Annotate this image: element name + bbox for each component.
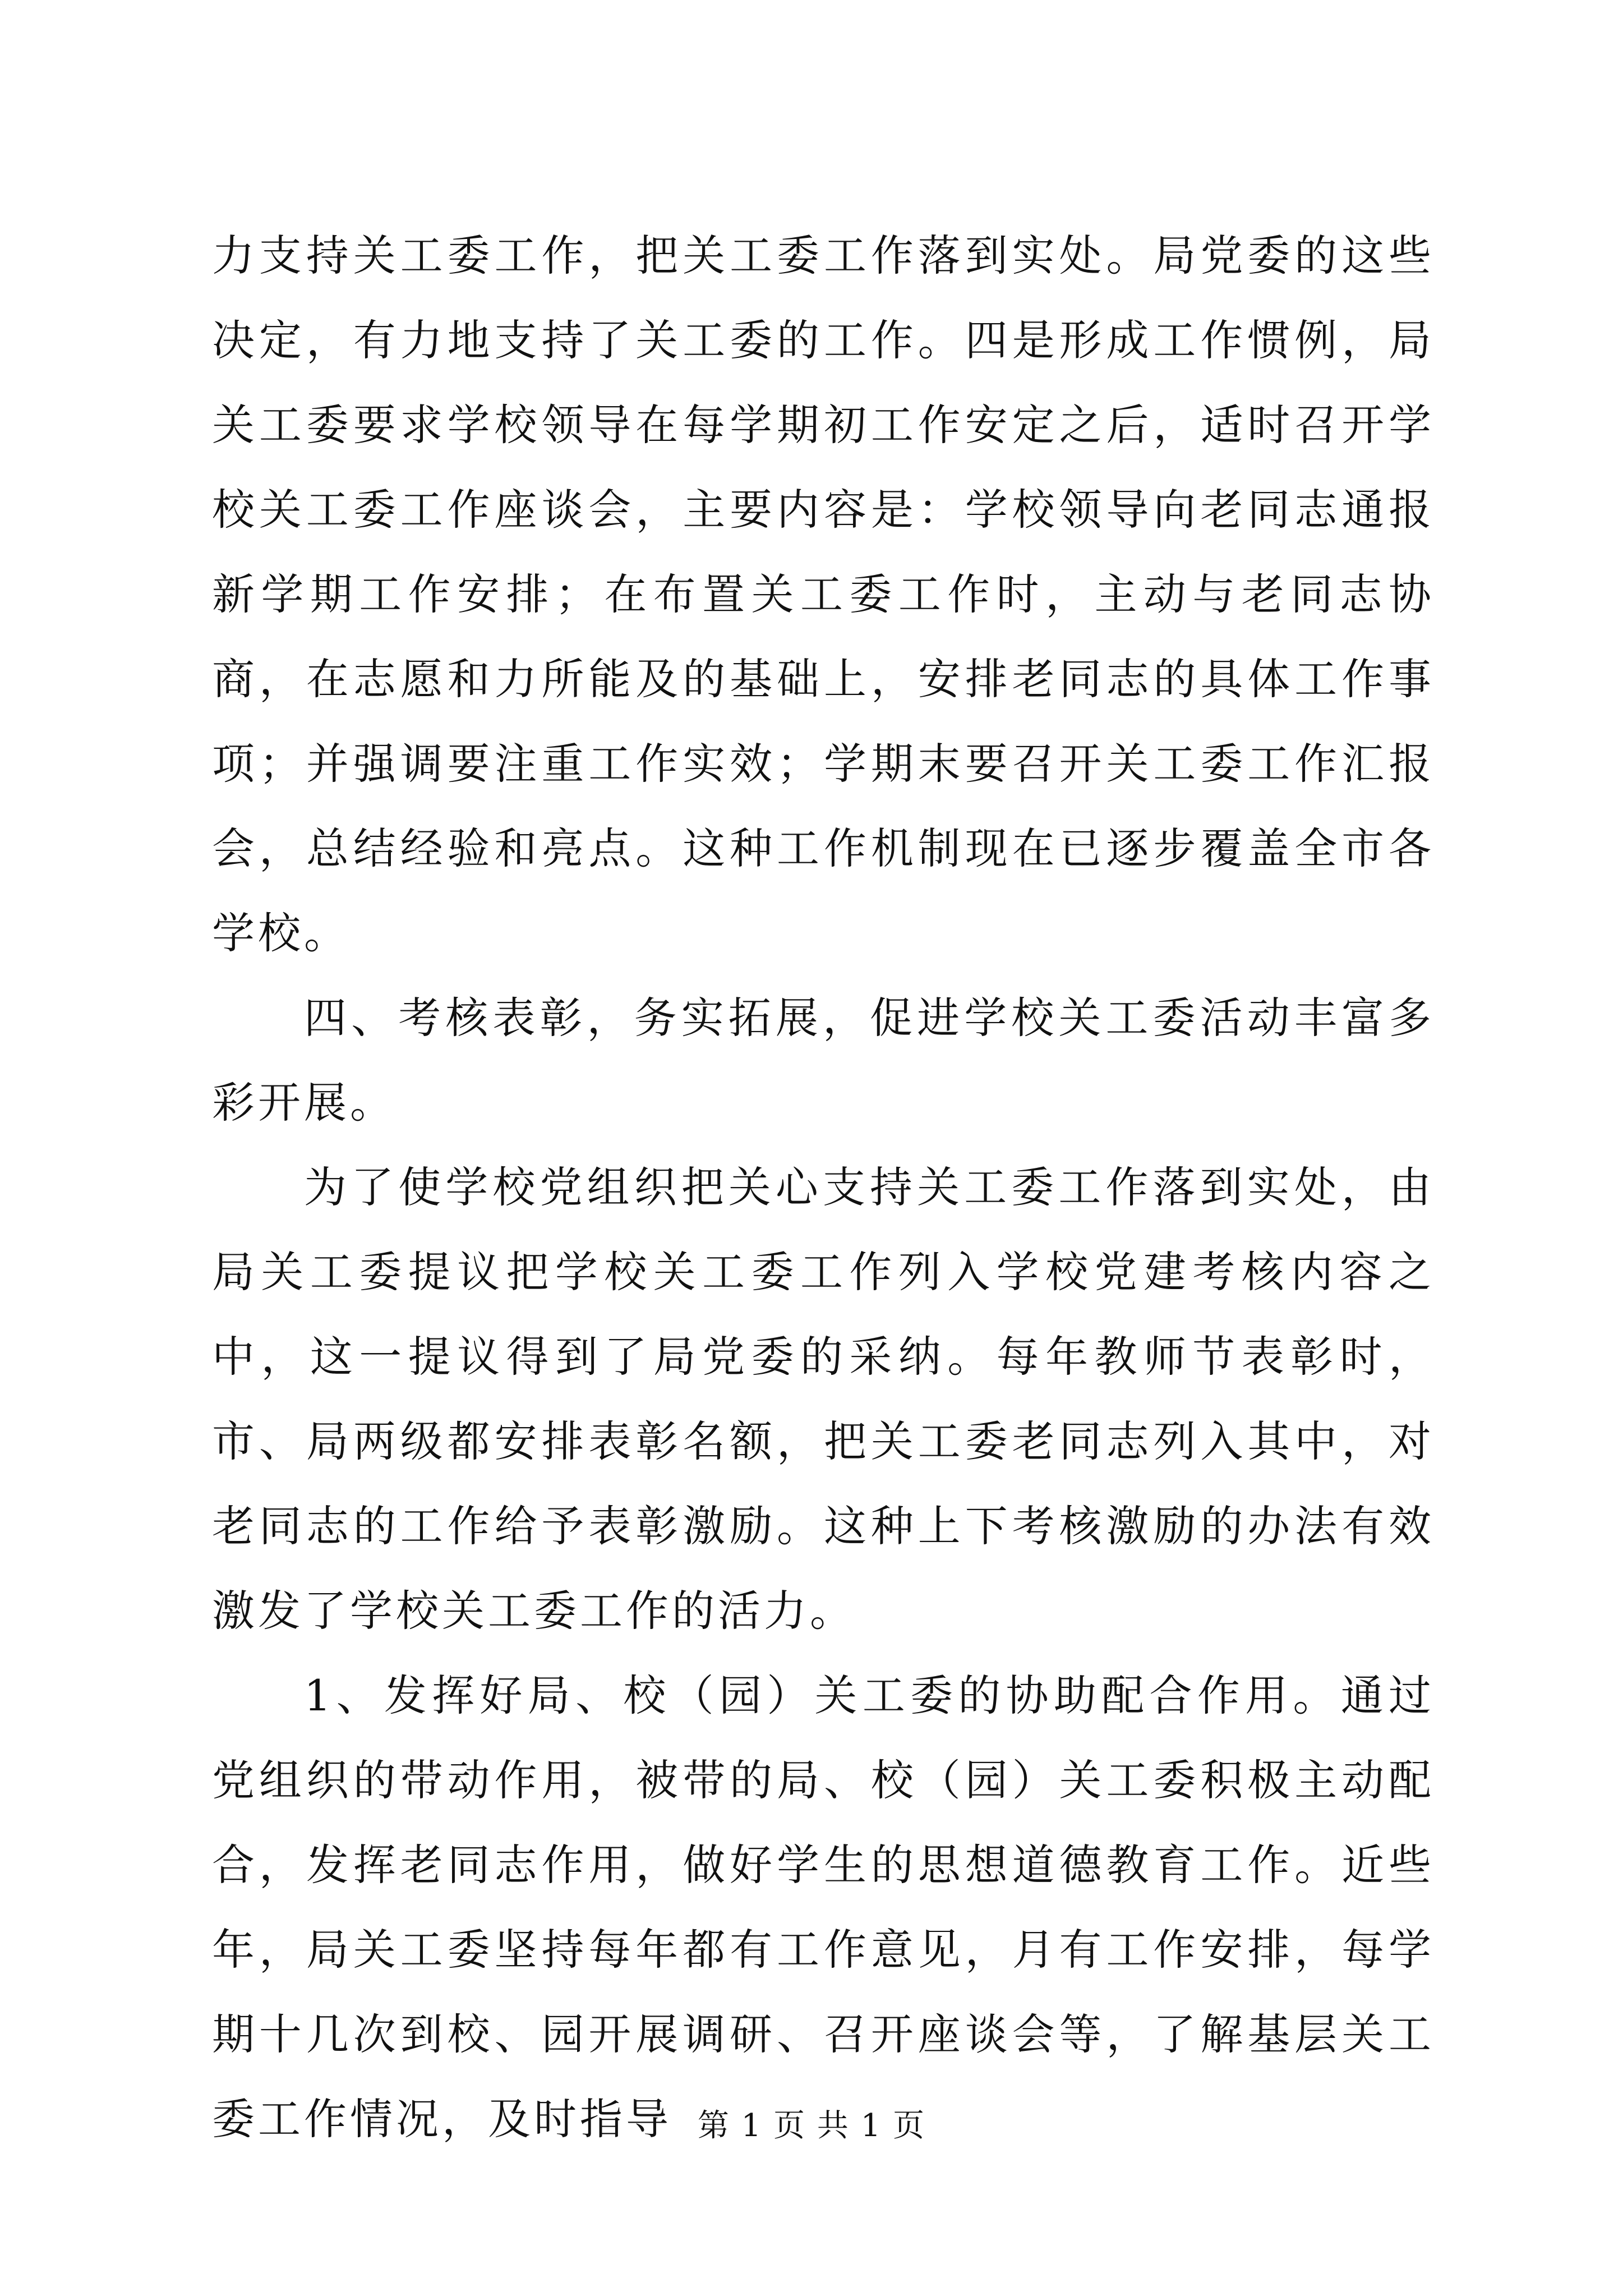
paragraph-4: 1、发挥好局、校（园）关工委的协助配合作用。通过党组织的带动作用，被带的局、校（园）关工委积极主动配合，发挥老同志作用，做好学生的思想道德教育工作。近些年，局关工委坚持每年都有工作意见，月有工作安排，每学期十几次到校、园开展调研、召开座谈会等，了解基层关工委工作情况，及时指导	[212, 1671, 1435, 2144]
paragraph-3: 为了使学校党组织把关心支持关工委工作落到实处，由局关工委提议把学校关工委工作列入学校党建考核内容之中，这一提议得到了局党委的采纳。每年教师节表彰时，市、局两级都安排表彰名额，把关工委老同志列入其中，对老同志的工作给予表彰激励。这种上下考核激励的办法有效激发了学校关工委工作的活力。	[212, 1162, 1435, 1636]
page-footer: 第 1 页 共 1 页	[697, 2108, 926, 2144]
paragraph-2-heading: 四、考核表彰，务实拓展，促进学校关工委活动丰富多彩开展。	[212, 993, 1435, 1128]
document-body	[212, 213, 1435, 2161]
paragraph-1: 力支持关工委工作，把关工委工作落到实处。局党委的这些决定，有力地支持了关工委的工作。四是形成工作惯例，局关工委要求学校领导在每学期初工作安定之后，适时召开学校关工委工作座谈会，主要内容是：学校领导向老同志通报新学期工作安排；在布置关工委工作时，主动与老同志协商，在志愿和力所能及的基础上，安排老同志的具体工作事项；并强调要注重工作实效；学期末要召开关工委工作汇报会，总结经验和亮点。这种工作机制现在已逐步覆盖全市各学校。	[212, 231, 1435, 958]
